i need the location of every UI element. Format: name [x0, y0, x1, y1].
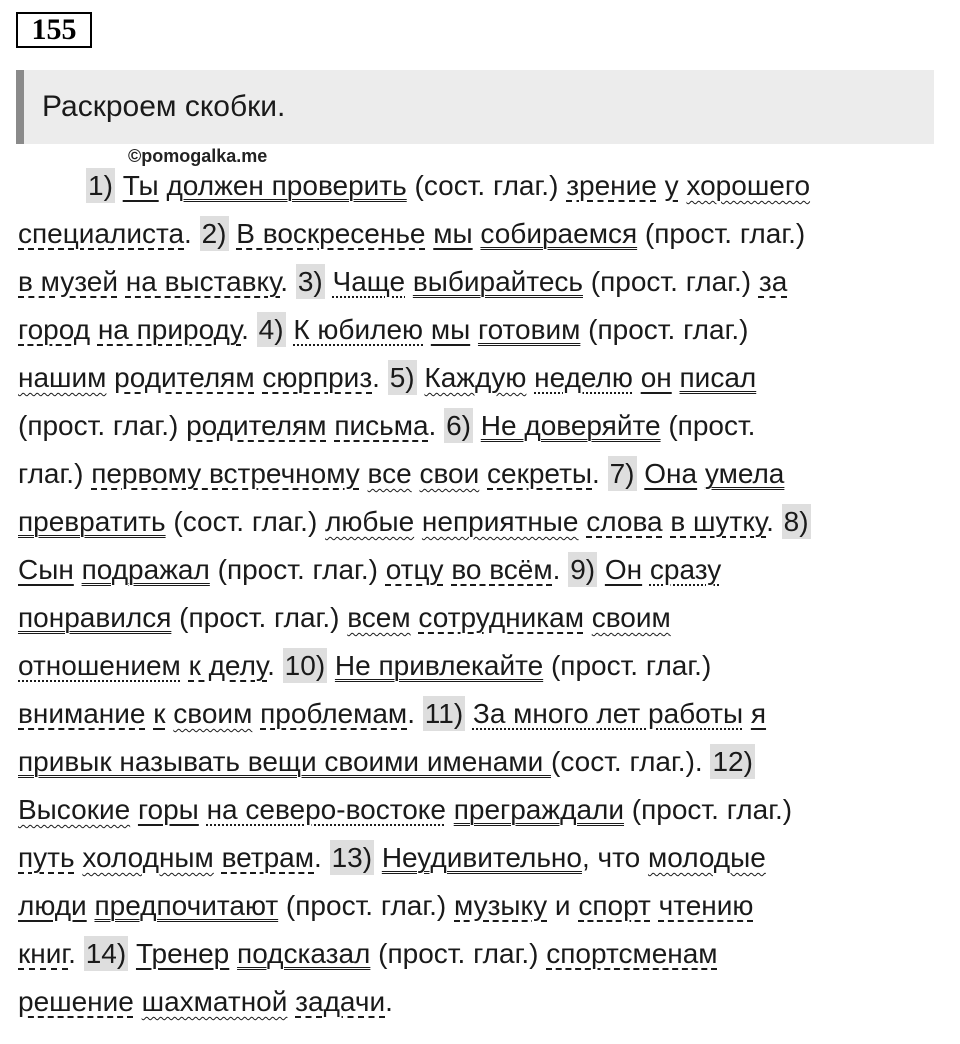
sentence-member: на северо-востоке	[206, 794, 446, 825]
text-fragment	[374, 842, 382, 873]
sentence-member: нашим	[18, 362, 107, 393]
sentence-number: 13)	[331, 842, 373, 873]
instruction-title: Раскроем скобки.	[42, 90, 286, 123]
sentence-member: в шутку	[670, 506, 767, 537]
sentence-member: на природу	[97, 314, 242, 345]
sentence-member: спорт	[578, 890, 651, 921]
sentence-member: на выставку	[125, 266, 281, 297]
text-fragment	[642, 554, 650, 585]
text-fragment	[697, 458, 705, 489]
sentence-member: своим	[173, 698, 253, 729]
text-fragment: (сост. глаг.)	[165, 506, 326, 537]
sentence-member: Не доверяйте	[480, 410, 661, 441]
text-line	[18, 978, 943, 1026]
text-fragment	[360, 458, 368, 489]
text-fragment: , что	[581, 842, 648, 873]
text-line	[18, 786, 943, 834]
text-fragment: .	[428, 410, 445, 441]
sentence-member: превратить	[18, 506, 166, 537]
sentence-member: решение	[18, 986, 134, 1017]
text-fragment	[252, 698, 260, 729]
sentence-member: привык называть вещи своими именами	[18, 746, 551, 777]
text-fragment	[633, 362, 641, 393]
sentence-member: В воскресенье	[236, 218, 426, 249]
text-fragment	[657, 170, 665, 201]
sentence-member: Неудивительно	[381, 842, 582, 873]
sentence-member: письма	[334, 410, 429, 441]
text-fragment	[405, 266, 413, 297]
sentence-member: родителям	[186, 410, 327, 441]
text-fragment	[134, 986, 142, 1017]
text-fragment	[118, 266, 126, 297]
sentence-member: умела	[704, 458, 785, 489]
sentence-number: 10)	[284, 650, 326, 681]
text-line	[18, 594, 943, 642]
sentence-member: к	[153, 698, 166, 729]
text-fragment	[115, 170, 123, 201]
sentence-member: специалиста	[18, 218, 185, 249]
text-fragment	[199, 794, 207, 825]
sentence-member: Каждую	[424, 362, 527, 393]
text-fragment	[414, 506, 422, 537]
text-fragment: (прост. глаг.)	[278, 890, 455, 921]
sentence-number: 3)	[297, 266, 323, 297]
text-line	[18, 498, 943, 546]
instruction-banner	[16, 70, 934, 144]
text-fragment	[325, 266, 333, 297]
text-fragment: .	[552, 554, 569, 585]
sentence-member: готовим	[477, 314, 581, 345]
text-fragment: .	[280, 266, 296, 297]
text-fragment: (прост. глаг.)	[637, 218, 806, 249]
sentence-member: отцу	[385, 554, 444, 585]
text-fragment: (прост. глаг.)	[543, 650, 712, 681]
text-fragment	[90, 314, 98, 345]
sentence-member: холодным	[82, 842, 214, 873]
text-fragment	[128, 938, 136, 969]
text-line	[18, 210, 943, 258]
text-line	[18, 450, 943, 498]
text-fragment	[446, 794, 454, 825]
sentence-member: во всём	[451, 554, 553, 585]
text-fragment	[287, 986, 295, 1017]
sentence-number: 7)	[609, 458, 635, 489]
sentence-member: подсказал	[237, 938, 371, 969]
text-fragment	[181, 650, 189, 681]
text-line	[18, 306, 943, 354]
text-fragment	[479, 458, 487, 489]
sentence-member: всем	[347, 602, 411, 633]
text-fragment: (прост.	[660, 410, 756, 441]
sentence-member: книг	[18, 938, 69, 969]
sentence-member: выбирайтесь	[412, 266, 583, 297]
text-fragment	[473, 410, 481, 441]
sentence-member: молодые	[647, 842, 766, 873]
sentence-number: 9)	[570, 554, 596, 585]
sentence-member: предпочитают	[94, 890, 279, 921]
text-fragment: .	[267, 650, 283, 681]
sentence-member: своим	[591, 602, 671, 633]
text-fragment	[214, 842, 222, 873]
text-fragment	[672, 362, 680, 393]
text-fragment	[597, 554, 605, 585]
sentence-member: он	[640, 362, 672, 393]
text-fragment	[130, 794, 138, 825]
text-line	[18, 162, 943, 210]
sentence-member: сотрудникам	[418, 602, 584, 633]
sentence-member: у	[664, 170, 679, 201]
sentence-member: за	[758, 266, 788, 297]
text-fragment: (прост. глаг.)	[580, 314, 749, 345]
sentence-member: Она	[644, 458, 698, 489]
exercise-number: 155	[16, 12, 92, 48]
sentence-number: 14)	[85, 938, 127, 969]
text-line	[18, 834, 943, 882]
text-fragment: и	[547, 890, 579, 921]
sentence-member: К юбилею	[293, 314, 424, 345]
exercise-text	[18, 162, 943, 1026]
sentence-number: 11)	[424, 698, 464, 729]
text-fragment	[229, 938, 237, 969]
sentence-member: сразу	[649, 554, 722, 585]
sentence-member: понравился	[18, 602, 172, 633]
text-line	[18, 354, 943, 402]
sentence-member: Тренер	[135, 938, 230, 969]
sentence-member: спортсменам	[546, 938, 718, 969]
text-fragment: .	[766, 506, 782, 537]
text-fragment	[584, 602, 592, 633]
text-fragment: (сост. глаг.)	[406, 170, 567, 201]
sentence-member: Высокие	[18, 794, 131, 825]
sentence-member: слова	[586, 506, 663, 537]
text-fragment: .	[385, 986, 393, 1017]
sentence-number: 8)	[783, 506, 809, 537]
text-line	[18, 402, 943, 450]
text-fragment	[651, 890, 659, 921]
text-line	[18, 882, 943, 930]
sentence-member: хорошего	[686, 170, 811, 201]
sentence-member: Сын	[18, 554, 74, 585]
text-fragment: глаг.)	[18, 458, 92, 489]
text-fragment	[526, 362, 534, 393]
sentence-member: мы	[433, 218, 473, 249]
sentence-member: неделю	[534, 362, 633, 393]
sentence-member: родителям	[114, 362, 255, 393]
text-fragment	[743, 698, 751, 729]
sentence-number: 4)	[258, 314, 284, 345]
text-fragment	[327, 650, 335, 681]
sentence-number: 1)	[88, 170, 113, 201]
text-fragment: .	[241, 314, 257, 345]
sentence-member: свои	[419, 458, 480, 489]
sentence-member: отношением	[18, 650, 181, 681]
sentence-member: в музей	[18, 266, 118, 297]
sentence-member: горы	[137, 794, 199, 825]
sentence-member: ветрам	[221, 842, 314, 873]
text-fragment: (прост. глаг.)	[583, 266, 759, 297]
sentence-member: преграждали	[453, 794, 625, 825]
text-fragment: (прост. глаг.)	[624, 794, 793, 825]
sentence-member: собираемся	[480, 218, 638, 249]
sentence-member: Не привлекайте	[334, 650, 544, 681]
sentence-member: люди	[18, 890, 87, 921]
sentence-member: За много лет работы	[472, 698, 744, 729]
text-fragment: (прост. глаг.)	[171, 602, 348, 633]
text-fragment: .	[68, 938, 84, 969]
text-fragment: .	[592, 458, 608, 489]
sentence-number: 12)	[712, 746, 753, 777]
sentence-member: к делу	[188, 650, 268, 681]
watermark: ©pomogalka.me	[128, 146, 268, 166]
sentence-member: сюрприз	[262, 362, 373, 393]
text-line	[18, 690, 943, 738]
sentence-member: неприятные	[421, 506, 579, 537]
text-fragment: (прост. глаг.)	[209, 554, 386, 585]
sentence-member: музыку	[454, 890, 548, 921]
sentence-member: задачи	[295, 986, 386, 1017]
text-fragment: (прост. глаг.)	[18, 410, 187, 441]
text-fragment: (прост. глаг.)	[370, 938, 547, 969]
sentence-member: город	[18, 314, 91, 345]
sentence-member: мы	[430, 314, 471, 345]
text-fragment: .	[184, 218, 200, 249]
sentence-number: 2)	[201, 218, 227, 249]
text-fragment: .	[314, 842, 330, 873]
sentence-member: любые	[325, 506, 415, 537]
text-line	[18, 738, 943, 786]
text-fragment: (сост. глаг.).	[551, 746, 711, 777]
sentence-member: Ты	[122, 170, 159, 201]
text-fragment: .	[372, 362, 388, 393]
sentence-member: чтению	[658, 890, 754, 921]
sentence-member: должен проверить	[166, 170, 407, 201]
text-fragment	[106, 362, 114, 393]
text-line	[18, 546, 943, 594]
sentence-member: Он	[604, 554, 643, 585]
sentence-member: я	[750, 698, 767, 729]
text-fragment	[423, 314, 431, 345]
sentence-member: подражал	[81, 554, 210, 585]
sentence-member: Чаще	[332, 266, 406, 297]
text-fragment	[470, 314, 478, 345]
sentence-member: писал	[679, 362, 757, 393]
sentence-member: шахматной	[141, 986, 288, 1017]
sentence-member: секреты	[487, 458, 593, 489]
text-fragment: .	[407, 698, 423, 729]
text-line	[18, 258, 943, 306]
sentence-member: путь	[18, 842, 75, 873]
text-fragment	[74, 554, 82, 585]
text-line	[18, 642, 943, 690]
text-line	[18, 930, 943, 978]
sentence-member: все	[367, 458, 412, 489]
sentence-number: 5)	[389, 362, 415, 393]
sentence-number: 6)	[446, 410, 471, 441]
sentence-member: зрение	[566, 170, 657, 201]
sentence-member: первому встречному	[91, 458, 360, 489]
text-fragment	[465, 698, 473, 729]
sentence-member: проблемам	[260, 698, 408, 729]
sentence-member: внимание	[18, 698, 146, 729]
